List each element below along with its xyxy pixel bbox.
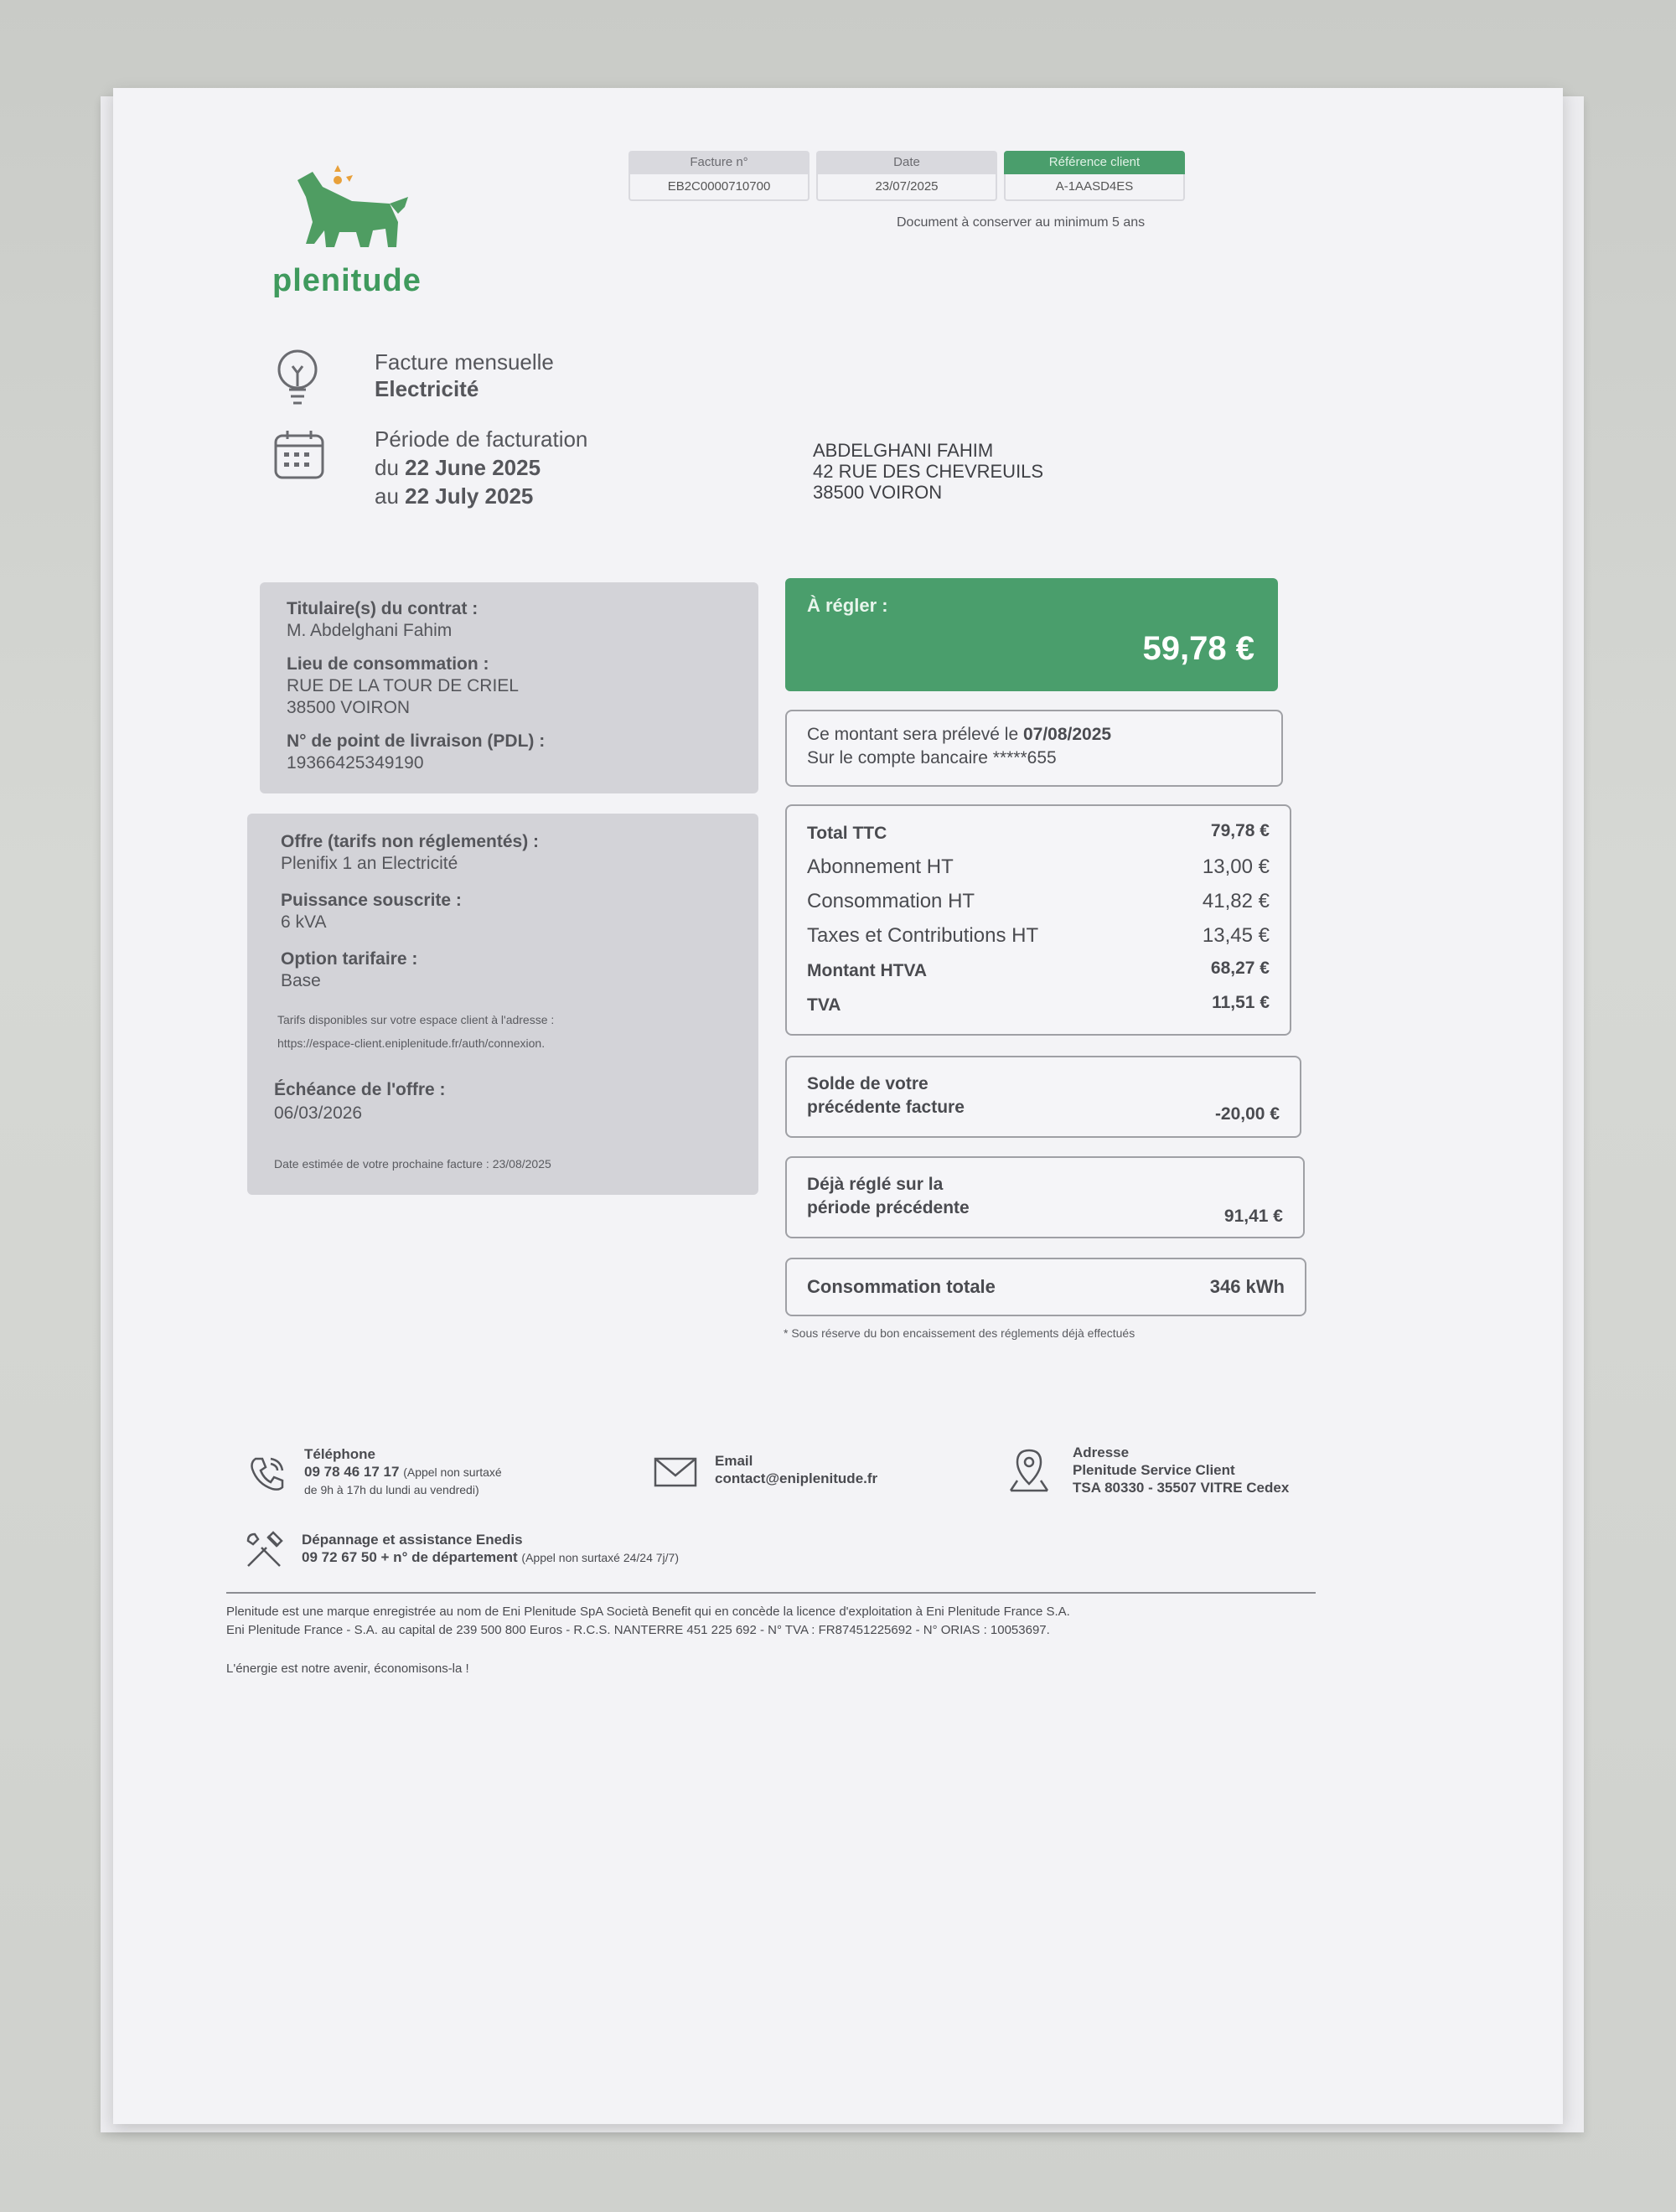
totals-row — [807, 855, 1270, 879]
debit-date: 07/08/2025 — [1022, 725, 1112, 744]
site-label: Lieu de consommation : — [287, 654, 489, 674]
period-from-prefix: du — [375, 455, 399, 480]
phone-note: (Appel non surtaxé — [403, 1465, 502, 1479]
totals-row-value: 11,51 € — [1212, 993, 1270, 1012]
address-block — [1073, 1444, 1289, 1496]
previous-balance-box — [785, 1056, 1301, 1138]
debit-info-box — [785, 710, 1283, 787]
offer-value: Plenifix 1 an Electricité — [281, 854, 458, 873]
tools-icon — [243, 1529, 285, 1575]
address-line1: Plenitude Service Client — [1073, 1462, 1235, 1478]
slogan: L'énergie est notre avenir, économisons-la ! — [226, 1662, 469, 1676]
date-value: 23/07/2025 — [816, 174, 997, 201]
keep-note: Document à conserver au minimum 5 ans — [897, 215, 1146, 230]
totals-row-value: 79,78 € — [1210, 821, 1270, 840]
totals-row-value: 13,00 € — [1202, 855, 1270, 878]
brand-name: plenitude — [272, 263, 422, 298]
totals-row — [807, 924, 1270, 948]
legal-line2: Eni Plenitude France - S.A. au capital de 239 500 800 Euros - R.C.S. NANTERRE 451 225 692 - N° TVA : FR87451225692 - N° ORIAS : 10053697. — [226, 1623, 1050, 1637]
period-to-date: 22 July 2025 — [405, 483, 534, 509]
totals-row — [807, 959, 1270, 982]
recipient-street: 42 RUE DES CHEVREUILS — [813, 461, 1044, 482]
invoice-number-label: Facture n° — [628, 151, 810, 174]
reserve-note: * Sous réserve du bon encaissement des réglements déjà effectués — [784, 1326, 1135, 1340]
email-block — [715, 1452, 877, 1487]
previous-balance-label — [807, 1072, 965, 1119]
totals-row-label: TVA — [807, 995, 841, 1015]
already-paid-box — [785, 1156, 1305, 1238]
holder-label: Titulaire(s) du contrat : — [287, 599, 478, 618]
already-paid-label — [807, 1173, 970, 1220]
totals-row-label: Consommation HT — [807, 890, 975, 912]
totals-row-value: 13,45 € — [1202, 924, 1270, 947]
period-to-prefix: au — [375, 483, 399, 509]
repair-block — [302, 1531, 679, 1567]
contract-box — [260, 582, 758, 793]
lightbulb-icon — [272, 348, 323, 415]
amount-due-box — [785, 578, 1278, 691]
option-value: Base — [281, 971, 321, 990]
expiry-label: Échéance de l'offre : — [274, 1080, 446, 1099]
totals-row — [807, 821, 1270, 845]
energy-type: Electricité — [375, 376, 479, 401]
amount-due-value: 59,78 € — [1142, 630, 1254, 667]
period-to — [375, 483, 533, 509]
power-label: Puissance souscrite : — [281, 891, 462, 910]
debit-line — [807, 725, 1111, 745]
totals-row-value: 41,82 € — [1202, 890, 1270, 912]
phone-icon — [247, 1454, 287, 1498]
invoice-number-value: EB2C0000710700 — [628, 174, 810, 201]
address-line2: TSA 80330 - 35507 VITRE Cedex — [1073, 1480, 1290, 1496]
date-label: Date — [816, 151, 997, 174]
legal-line1: Plenitude est une marque enregistrée au nom de Eni Plenitude SpA Società Benefit qui en concède la licence d'exploitation à Eni Plenitude France S.A. — [226, 1605, 1070, 1619]
recipient-city: 38500 VOIRON — [813, 482, 943, 503]
email-label: Email — [715, 1453, 753, 1469]
phone-hours: de 9h à 17h du lundi au vendredi) — [304, 1483, 479, 1496]
site-line2: 38500 VOIRON — [287, 698, 411, 717]
dog-logo-icon — [272, 163, 423, 256]
option-label: Option tarifaire : — [281, 949, 418, 969]
previous-balance-value: -20,00 € — [1214, 1104, 1280, 1124]
invoice-number-cell — [628, 151, 810, 201]
previous-balance-line2: précédente facture — [807, 1098, 965, 1117]
client-ref-label: Référence client — [1004, 151, 1185, 174]
next-invoice-date: Date estimée de votre prochaine facture : 23/08/2025 — [274, 1157, 551, 1171]
previous-balance-line1: Solde de votre — [807, 1074, 929, 1093]
plenitude-logo — [272, 163, 423, 297]
client-ref-value: A-1AASD4ES — [1004, 174, 1185, 201]
pdl-label: N° de point de livraison (PDL) : — [287, 731, 546, 751]
footer-divider — [226, 1592, 1316, 1594]
period-from-date: 22 June 2025 — [405, 455, 541, 480]
period-from — [375, 455, 541, 481]
legal-text — [226, 1603, 1070, 1640]
total-consumption-label: Consommation totale — [807, 1276, 996, 1297]
pdl-value: 19366425349190 — [287, 753, 424, 773]
site-line1: RUE DE LA TOUR DE CRIEL — [287, 676, 519, 695]
location-pin-icon — [1006, 1447, 1053, 1498]
totals-row-value: 68,27 € — [1210, 959, 1270, 978]
totals-row — [807, 993, 1270, 1016]
repair-note: (Appel non surtaxé 24/24 7j/7) — [521, 1551, 679, 1564]
totals-row-label: Montant HTVA — [807, 961, 928, 980]
expiry-value: 06/03/2026 — [274, 1103, 363, 1123]
tariffs-note: Tarifs disponibles sur votre espace client à l'adresse : — [277, 1013, 555, 1026]
invoice-page — [113, 88, 1563, 2124]
tariffs-url[interactable]: https://espace-client.eniplenitude.fr/auth/connexion. — [277, 1036, 546, 1050]
power-value: 6 kVA — [281, 912, 327, 932]
bank-account: Sur le compte bancaire *****655 — [807, 748, 1057, 767]
totals-row-label: Total TTC — [807, 824, 887, 843]
totals-row-label: Abonnement HT — [807, 855, 954, 878]
offer-label: Offre (tarifs non réglementés) : — [281, 832, 540, 851]
client-ref-cell — [1004, 151, 1185, 201]
period-title: Période de facturation — [375, 426, 588, 452]
calendar-icon — [272, 427, 326, 485]
phone-label: Téléphone — [304, 1446, 376, 1462]
totals-row-label: Taxes et Contributions HT — [807, 924, 1039, 947]
already-paid-line1: Déjà réglé sur la — [807, 1175, 944, 1194]
address-label: Adresse — [1073, 1445, 1130, 1460]
total-consumption-value: 346 kWh — [1209, 1276, 1285, 1297]
total-consumption-box — [785, 1258, 1306, 1316]
holder-value: M. Abdelghani Fahim — [287, 621, 453, 640]
email-icon — [654, 1455, 697, 1493]
amount-due-label: À régler : — [807, 595, 888, 616]
repair-label: Dépannage et assistance Enedis — [302, 1532, 523, 1548]
email-address[interactable]: contact@eniplenitude.fr — [715, 1470, 878, 1486]
invoice-type: Facture mensuelle — [375, 349, 554, 375]
recipient-name: ABDELGHANI FAHIM — [813, 440, 994, 461]
totals-box — [785, 804, 1291, 1036]
phone-block — [304, 1445, 502, 1499]
totals-row — [807, 890, 1270, 913]
debit-prefix: Ce montant sera prélevé le — [807, 725, 1019, 744]
date-cell — [816, 151, 997, 201]
offer-box — [247, 814, 758, 1195]
already-paid-value: 91,41 € — [1223, 1207, 1283, 1226]
phone-number[interactable]: 09 78 46 17 17 — [304, 1464, 400, 1480]
already-paid-line2: période précédente — [807, 1198, 970, 1217]
repair-number[interactable]: 09 72 67 50 + n° de département — [302, 1549, 518, 1565]
recipient-address — [813, 440, 1043, 503]
